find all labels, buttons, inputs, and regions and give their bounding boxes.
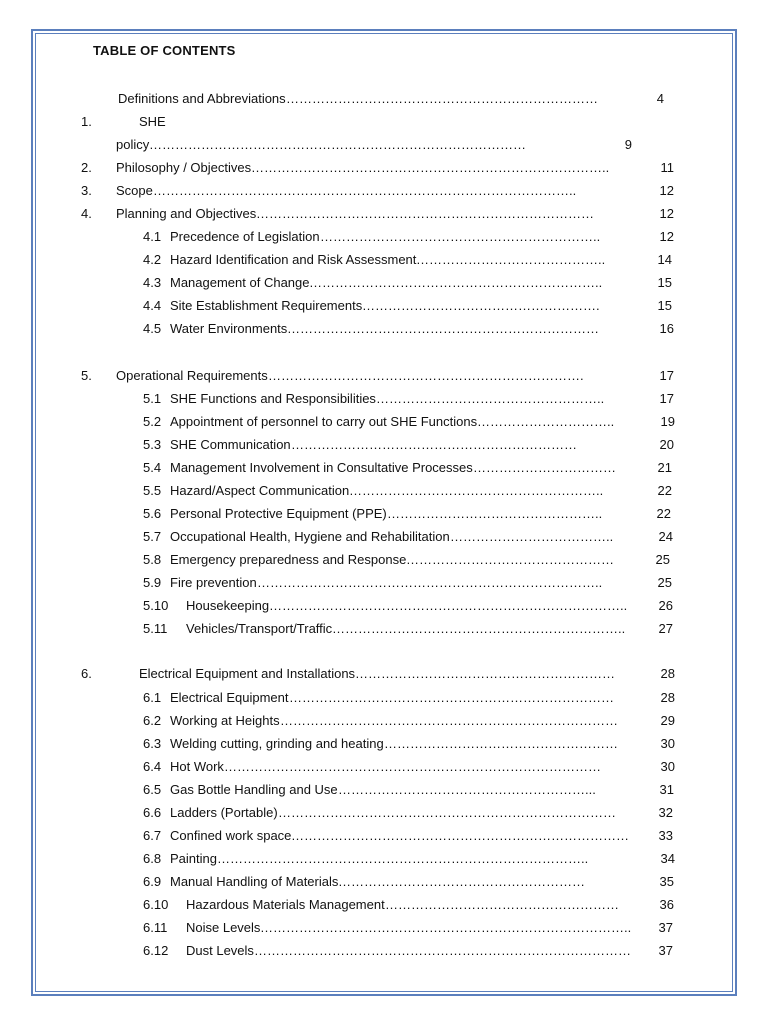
toc-entry-number: 4.3 [143,275,162,290]
toc-entry-number: 6.12 [143,943,169,958]
toc-entry-title: Manual Handling of Materials [170,874,339,889]
toc-entry-page: 12 [659,206,674,221]
toc-entry-page: 17 [659,391,674,406]
toc-entry-title: Hazard Identification and Risk Assessment [170,252,417,267]
toc-entry-leader: ………………………………………………………………. [268,368,584,383]
toc-entry-number: 4.5 [143,321,162,336]
toc-entry-number: 5.10 [143,598,169,613]
toc-entry-title: Scope [116,183,153,198]
toc-entry-page: 15 [657,298,672,313]
toc-entry-page: 24 [658,529,673,544]
toc-entry-title: Emergency preparedness and Response [170,552,407,567]
toc-entry-leader: …………………………………………….. [376,391,605,406]
toc-entry-title: Appointment of personnel to carry out SHE Functions [170,414,478,429]
toc-entry-title: Painting [170,851,217,866]
toc-entry-leader: …………………………………………………… [355,666,615,681]
toc-entry-page: 25 [655,552,670,567]
toc-entry-leader: ………………………………………………………….. [309,275,603,290]
toc-entry-leader: …………………………………………………………………………… [149,137,526,152]
toc-entry-leader: ………………………………………………………………………….. [260,920,632,935]
toc-entry-number: 4.4 [143,298,162,313]
toc-entry-leader: ………………………………………… [406,552,614,567]
toc-entry-page: 15 [657,275,672,290]
toc-entry-leader: …………………………………………………………………………………….. [153,183,577,198]
toc-entry-page: 16 [659,321,674,336]
toc-entry-number: 4. [81,206,92,221]
toc-entry-title: SHE [139,114,166,129]
toc-entry-number: 5.5 [143,483,162,498]
toc-entry-number: 5.3 [143,437,162,452]
toc-entry-leader: …………………………………………………... [338,782,596,797]
toc-entry-title: Noise Levels [186,920,261,935]
toc-entry-number: 6.1 [143,690,162,705]
toc-entry-title: Confined work space [170,828,292,843]
toc-entry-page: 21 [657,460,672,475]
toc-entry-page: 12 [659,229,674,244]
toc-entry-leader: ………………………………………………………….. [332,621,626,636]
toc-entry-page: 28 [660,666,675,681]
toc-entry-number: 6.10 [143,897,169,912]
toc-entry-page: 11 [660,160,674,175]
toc-entry-page: 12 [659,183,674,198]
toc-title: TABLE OF CONTENTS [93,43,236,58]
toc-entry-title: Housekeeping [186,598,270,613]
toc-entry-number: 4.2 [143,252,162,267]
toc-entry-title: Hazardous Materials Management [186,897,385,912]
toc-entry-leader: ……………………………………………………………………….. [251,160,610,175]
toc-entry-page: 35 [659,874,674,889]
toc-entry-number: 6. [81,666,92,681]
toc-entry-title: Occupational Health, Hygiene and Rehabilitation [170,529,450,544]
toc-entry-number: 3. [81,183,92,198]
toc-entry-title: Welding cutting, grinding and heating [170,736,384,751]
toc-entry-leader: …………………………………………………………………………… [254,943,631,958]
toc-entry-number: 6.4 [143,759,162,774]
toc-entry-leader: ……………………………………………………………… [286,91,598,106]
toc-entry-page: 28 [660,690,675,705]
toc-entry-title: Vehicles/Transport/Traffic [186,621,333,636]
toc-entry-title: Dust Levels [186,943,254,958]
toc-entry-leader: …………………………………….. [416,252,606,267]
toc-entry-leader: …………………………………………………………………………… [224,759,601,774]
toc-entry-page: 34 [660,851,675,866]
toc-entry-page: 26 [658,598,673,613]
toc-entry-title: Definitions and Abbreviations [118,91,286,106]
toc-entry-page: 36 [659,897,674,912]
toc-entry-title: Precedence of Legislation [170,229,320,244]
toc-entry-leader: ……………………………………………… [385,897,619,912]
toc-entry-title: Philosophy / Objectives [116,160,252,175]
toc-entry-number: 5.11 [143,621,168,636]
toc-entry-leader: ………………………………………………………………………….. [217,851,589,866]
toc-entry-title: Management of Change [170,275,310,290]
toc-entry-number: 6.5 [143,782,162,797]
toc-entry-page: 31 [659,782,674,797]
toc-entry-leader: ……………………………….. [450,529,614,544]
toc-entry-page: 22 [657,483,672,498]
toc-entry-leader: ………………………………………………………… [291,437,577,452]
toc-entry-title: Working at Heights [170,713,280,728]
toc-entry-number: 5.6 [143,506,162,521]
toc-entry-title: Site Establishment Requirements [170,298,363,313]
toc-entry-number: 6.9 [143,874,162,889]
toc-entry-title: Personal Protective Equipment (PPE) [170,506,387,521]
toc-entry-title: Hazard/Aspect Communication [170,483,350,498]
toc-entry-number: 1. [81,114,92,129]
toc-entry-title: Electrical Equipment [170,690,289,705]
toc-entry-number: 5.8 [143,552,162,567]
toc-entry-leader: ………………………………………………….. [349,483,604,498]
toc-entry-leader: ……………………………………………………………… [287,321,599,336]
toc-entry-number: 4.1 [143,229,162,244]
toc-entry-page: 27 [658,621,673,636]
toc-entry-leader: ………………………………………….. [387,506,603,521]
toc-entry-page: 33 [658,828,673,843]
toc-entry-number: 5.4 [143,460,162,475]
toc-entry-number: 2. [81,160,92,175]
toc-entry-title: Electrical Equipment and Installations [139,666,356,681]
toc-entry-title: Gas Bottle Handling and Use [170,782,338,797]
toc-entry-leader: ……………………………………………………………………….. [269,598,628,613]
toc-entry-leader: …………………………………………………………………… [280,713,618,728]
toc-entry-leader: …………………………………………………………………….. [257,575,603,590]
toc-entry-title: Operational Requirements [116,368,268,383]
toc-entry-leader: …………………………………………………………………… [256,206,594,221]
toc-entry-page: 30 [660,736,675,751]
toc-entry-page: 9 [624,137,632,152]
toc-entry-number: 6.7 [143,828,162,843]
toc-entry-number: 6.2 [143,713,162,728]
toc-entry-title: policy [116,137,150,152]
toc-entry-number: 6.11 [143,920,168,935]
toc-entry-title: Ladders (Portable) [170,805,278,820]
toc-entry-number: 5.9 [143,575,162,590]
toc-entry-title: Management Involvement in Consultative Processes [170,460,473,475]
toc-entry-number: 6.8 [143,851,162,866]
toc-entry-page: 37 [658,943,673,958]
toc-entry-title: SHE Functions and Responsibilities [170,391,376,406]
toc-entry-page: 20 [659,437,674,452]
toc-entry-leader: ………………………………………………. [362,298,600,313]
toc-entry-page: 14 [657,252,672,267]
toc-entry-title: Planning and Objectives [116,206,257,221]
toc-entry-page: 32 [658,805,673,820]
toc-entry-page: 22 [656,506,671,521]
toc-entry-page: 19 [660,414,675,429]
toc-entry-leader: …………………………………………………………………… [278,805,616,820]
toc-entry-title: Hot Work [170,759,224,774]
toc-entry-leader: ……………………………………………………….. [320,229,601,244]
toc-entry-title: Water Environments [170,321,288,336]
toc-entry-number: 5.2 [143,414,162,429]
toc-entry-page: 17 [659,368,674,383]
toc-entry-page: 37 [658,920,673,935]
toc-entry-leader: ………………………………………………………………… [289,690,614,705]
toc-entry-number: 5. [81,368,92,383]
toc-entry-leader: …………………………………………………………………… [291,828,629,843]
toc-entry-leader: …………………………… [473,460,616,475]
toc-entry-page: 4 [656,91,664,106]
toc-entry-page: 30 [660,759,675,774]
toc-entry-leader: ………………………….. [477,414,615,429]
toc-entry-leader: ………………………………………………… [338,874,585,889]
toc-entry-number: 6.6 [143,805,162,820]
toc-entry-title: SHE Communication [170,437,291,452]
toc-entry-title: Fire prevention [170,575,257,590]
toc-entry-number: 5.7 [143,529,162,544]
toc-entry-leader: ……………………………………………… [384,736,618,751]
toc-entry-number: 5.1 [143,391,162,406]
toc-entry-page: 25 [657,575,672,590]
toc-entry-number: 6.3 [143,736,162,751]
toc-entry-page: 29 [660,713,675,728]
